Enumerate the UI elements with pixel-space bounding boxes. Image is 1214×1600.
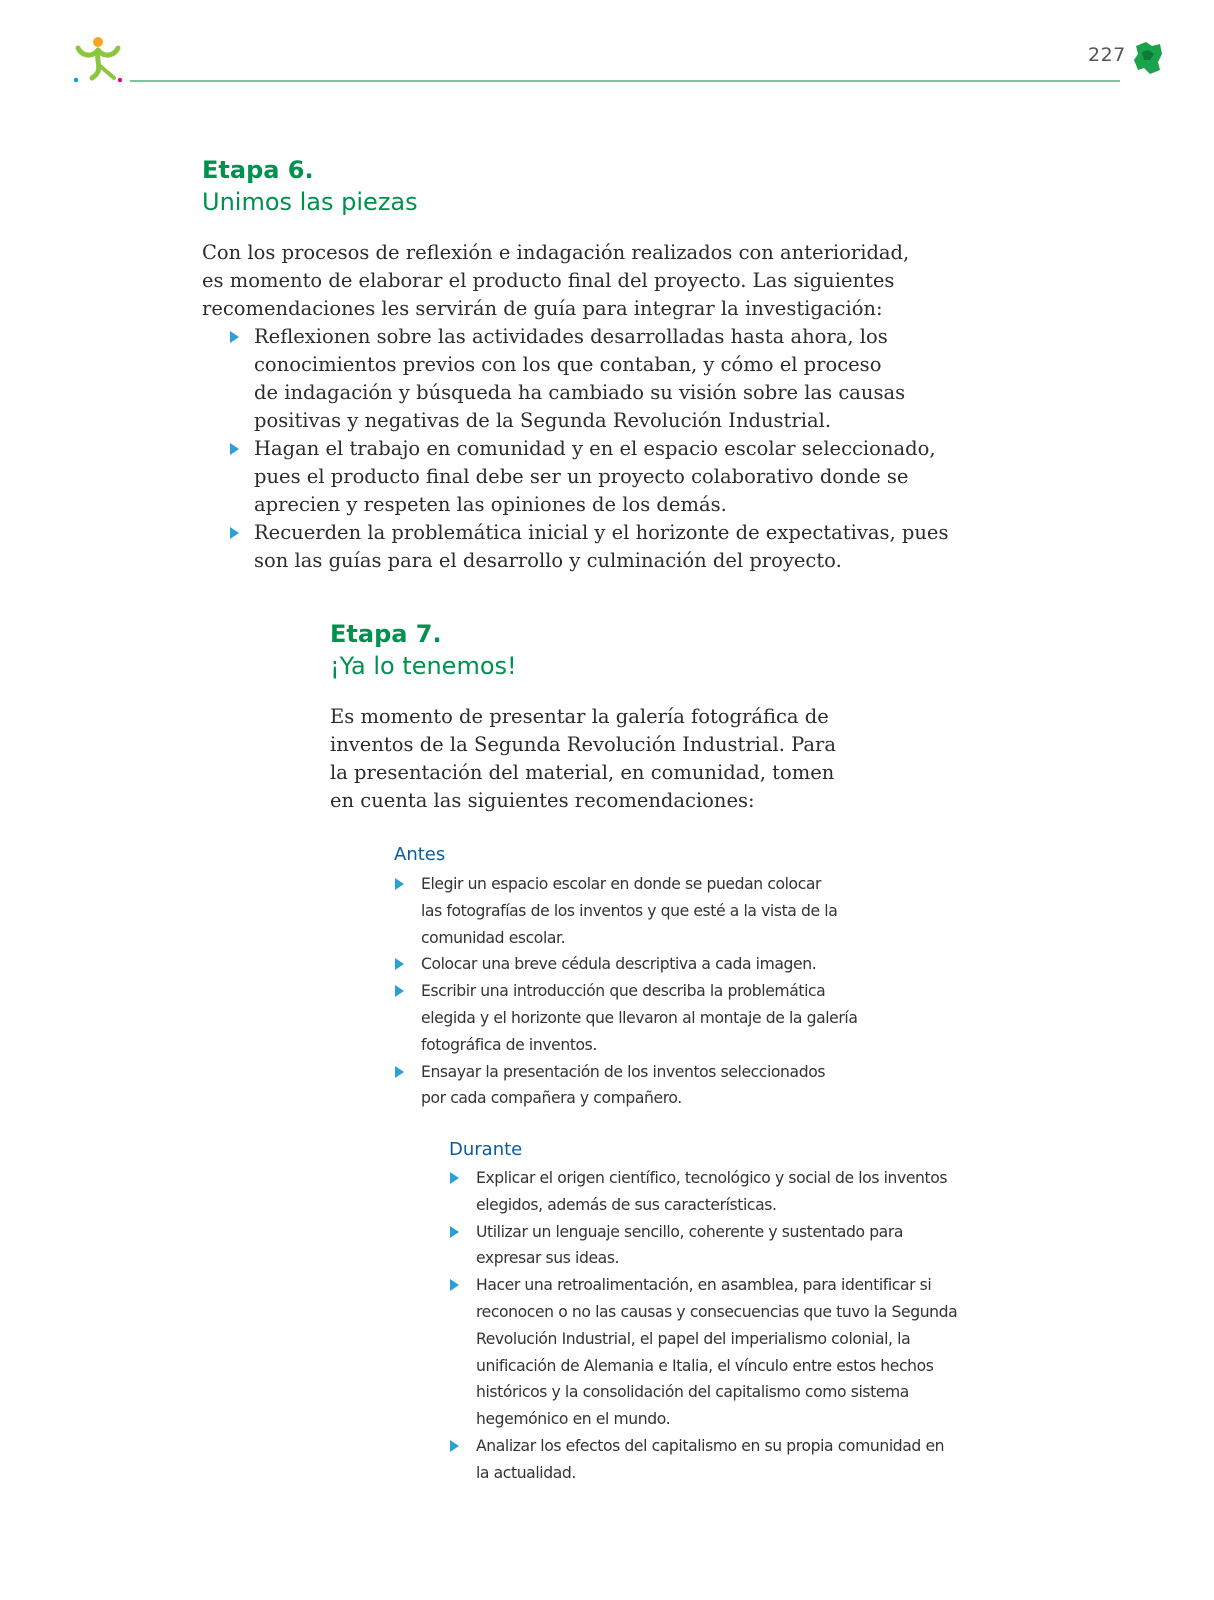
list-item bbox=[393, 951, 857, 978]
list-item bbox=[448, 1272, 957, 1433]
triangle-bullet-icon bbox=[450, 1226, 459, 1238]
triangle-bullet-icon bbox=[230, 527, 239, 539]
text-line: Revolución Industrial, el papel del imperialismo colonial, la bbox=[476, 1329, 911, 1348]
list-item bbox=[228, 435, 948, 519]
list-item bbox=[393, 1059, 857, 1113]
text-line: Hacer una retroalimentación, en asamblea, para identificar si bbox=[476, 1276, 932, 1295]
green-seal-icon bbox=[1132, 40, 1164, 76]
text-line: fotográfica de inventos. bbox=[421, 1035, 597, 1054]
sprout-figure-icon bbox=[70, 36, 126, 86]
text-line: Colocar una breve cédula descriptiva a cada imagen. bbox=[421, 955, 817, 974]
durante-list bbox=[448, 1165, 957, 1487]
triangle-bullet-icon bbox=[230, 443, 239, 455]
text-line: Reflexionen sobre las actividades desarrolladas hasta ahora, los bbox=[254, 325, 888, 348]
etapa6-title: Etapa 6. bbox=[202, 156, 314, 184]
list-item bbox=[448, 1219, 957, 1273]
etapa7-heading bbox=[330, 618, 517, 682]
text-line: Elegir un espacio escolar en donde se puedan colocar bbox=[421, 875, 822, 893]
antes-heading: Antes bbox=[394, 844, 446, 865]
text-line: son las guías para el desarrollo y culminación del proyecto. bbox=[254, 549, 842, 572]
list-item bbox=[448, 1433, 957, 1487]
etapa6-heading bbox=[202, 154, 418, 218]
text-line: históricos y la consolidación del capitalismo como sistema bbox=[476, 1383, 909, 1402]
text-line: elegida y el horizonte que llevaron al montaje de la galería bbox=[421, 1008, 858, 1027]
text-line: pues el producto final debe ser un proyecto colaborativo donde se bbox=[254, 465, 909, 488]
text-line: es momento de elaborar el producto final del proyecto. Las siguientes bbox=[202, 269, 895, 292]
durante-heading: Durante bbox=[449, 1139, 523, 1160]
text-line: la actualidad. bbox=[476, 1463, 576, 1482]
etapa6-list bbox=[228, 323, 948, 575]
etapa7-intro bbox=[330, 703, 836, 815]
text-line: Escribir una introducción que describa la problemática bbox=[421, 982, 826, 1001]
etapa7-subtitle: ¡Ya lo tenemos! bbox=[330, 652, 517, 680]
triangle-bullet-icon bbox=[230, 331, 239, 343]
text-line: positivas y negativas de la Segunda Revolución Industrial. bbox=[254, 409, 832, 432]
text-line: en cuenta las siguientes recomendaciones: bbox=[330, 789, 755, 812]
text-line: recomendaciones les servirán de guía para integrar la investigación: bbox=[202, 297, 883, 320]
triangle-bullet-icon bbox=[395, 985, 404, 997]
text-line: Analizar los efectos del capitalismo en su propia comunidad en bbox=[476, 1436, 945, 1455]
text-line: de indagación y búsqueda ha cambiado su visión sobre las causas bbox=[254, 381, 906, 404]
triangle-bullet-icon bbox=[450, 1172, 459, 1184]
list-item bbox=[228, 519, 948, 575]
etapa7-title: Etapa 7. bbox=[330, 620, 442, 648]
text-line: Recuerden la problemática inicial y el horizonte de expectativas, pues bbox=[254, 521, 949, 544]
antes-list bbox=[393, 871, 857, 1112]
list-item bbox=[393, 871, 857, 951]
list-item bbox=[228, 323, 948, 435]
text-line: por cada compañera y compañero. bbox=[421, 1089, 682, 1108]
text-line: expresar sus ideas. bbox=[476, 1249, 620, 1268]
text-line: Es momento de presentar la galería fotográfica de bbox=[330, 705, 829, 728]
text-line: Con los procesos de reflexión e indagación realizados con anterioridad, bbox=[202, 241, 910, 264]
text-line: las fotografías de los inventos y que esté a la vista de la bbox=[421, 901, 838, 920]
triangle-bullet-icon bbox=[450, 1279, 459, 1291]
text-line: aprecien y respeten las opiniones de los demás. bbox=[254, 493, 727, 516]
triangle-bullet-icon bbox=[450, 1440, 459, 1452]
text-line: hegemónico en el mundo. bbox=[476, 1410, 671, 1429]
text-line: Explicar el origen científico, tecnológico y social de los inventos bbox=[476, 1169, 948, 1187]
text-line: reconocen o no las causas y consecuencias que tuvo la Segunda bbox=[476, 1302, 958, 1321]
text-line: elegidos, además de sus características. bbox=[476, 1195, 777, 1214]
page-number: 227 bbox=[1088, 44, 1126, 66]
triangle-bullet-icon bbox=[395, 878, 404, 890]
etapa6-subtitle: Unimos las piezas bbox=[202, 188, 418, 216]
text-line: Utilizar un lenguaje sencillo, coherente y sustentado para bbox=[476, 1222, 904, 1241]
triangle-bullet-icon bbox=[395, 1066, 404, 1078]
text-line: Hagan el trabajo en comunidad y en el espacio escolar seleccionado, bbox=[254, 437, 936, 460]
text-line: Ensayar la presentación de los inventos seleccionados bbox=[421, 1062, 826, 1081]
etapa6-intro bbox=[202, 239, 909, 323]
header-rule bbox=[130, 80, 1120, 82]
text-line: unificación de Alemania e Italia, el vínculo entre estos hechos bbox=[476, 1356, 934, 1375]
list-item bbox=[448, 1165, 957, 1219]
triangle-bullet-icon bbox=[395, 958, 404, 970]
text-line: conocimientos previos con los que contaban, y cómo el proceso bbox=[254, 353, 882, 376]
text-line: la presentación del material, en comunidad, tomen bbox=[330, 761, 835, 784]
list-item bbox=[393, 978, 857, 1058]
text-line: comunidad escolar. bbox=[421, 928, 566, 947]
text-line: inventos de la Segunda Revolución Industrial. Para bbox=[330, 733, 836, 756]
